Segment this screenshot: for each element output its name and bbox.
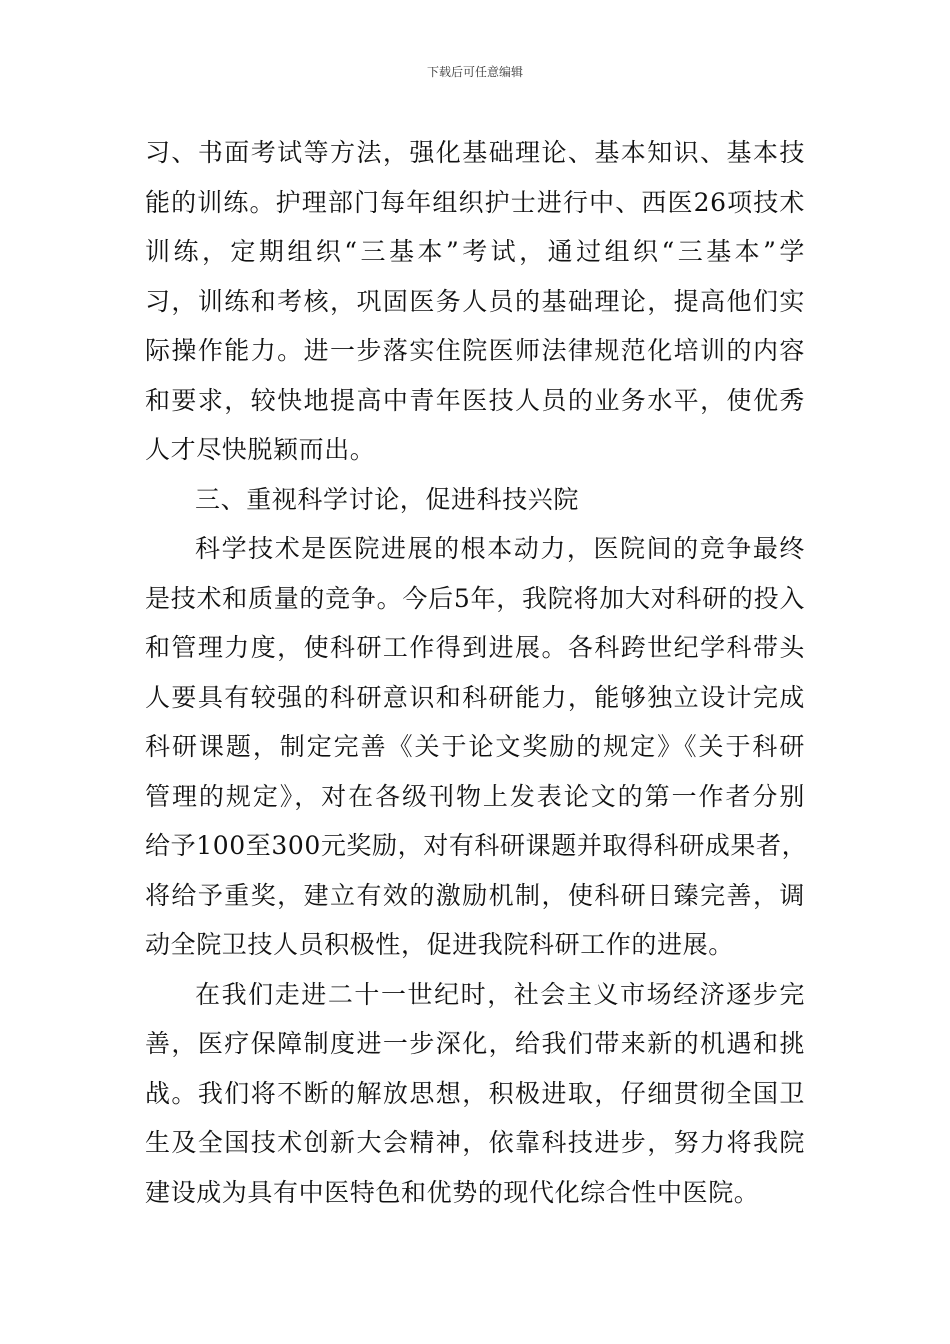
text-line: 人才尽快脱颖而出。 <box>145 435 376 464</box>
text-line: 科研课题，制定完善《关于论文奖励的规定》《关于科研 <box>145 732 805 761</box>
text-line: 人要具有较强的科研意识和科研能力，能够独立设计完成 <box>145 682 805 712</box>
text-line: 和管理力度，使科研工作得到进展。各科跨世纪学科带头 <box>145 633 805 662</box>
page-header: 下载后可任意编辑 <box>426 65 523 79</box>
text-line: 给予100至300元奖励，对有科研课题并取得科研成果者， <box>145 831 808 860</box>
text-line: 动全院卫技人员积极性，促进我院科研工作的进展。 <box>145 930 734 959</box>
text-line: 在我们走进二十一世纪时，社会主义市场经济逐步完 <box>195 979 805 1009</box>
text-line: 能的训练。护理部门每年组织护士进行中、西医26项技术 <box>145 187 805 217</box>
text-line: 是技术和质量的竞争。今后5年，我院将加大对科研的投入 <box>145 583 805 613</box>
section-heading: 三、重视科学讨论，促进科技兴院 <box>195 484 580 514</box>
text-line: 科学技术是医院进展的根本动力，医院间的竞争最终 <box>195 534 805 563</box>
body-text <box>145 128 808 1217</box>
text-line: 善，医疗保障制度进一步深化，给我们带来新的机遇和挑 <box>145 1029 805 1058</box>
text-line: 生及全国技术创新大会精神，依靠科技进步，努力将我院 <box>145 1128 805 1157</box>
text-line: 将给予重奖，建立有效的激励机制，使科研日臻完善，调 <box>145 880 805 910</box>
text-line: 习，训练和考核，巩固医务人员的基础理论，提高他们实 <box>145 286 805 316</box>
text-line: 战。我们将不断的解放思想，积极进取，仔细贯彻全国卫 <box>145 1078 805 1108</box>
text-line: 训练，定期组织“三基本”考试，通过组织“三基本”学 <box>145 237 805 266</box>
text-line: 习、书面考试等方法，强化基础理论、基本知识、基本技 <box>145 138 805 167</box>
text-line: 建设成为具有中医特色和优势的现代化综合性中医院。 <box>145 1177 760 1207</box>
text-line: 管理的规定》，对在各级刊物上发表论文的第一作者分别 <box>145 781 805 811</box>
text-line: 际操作能力。进一步落实住院医师法律规范化培训的内容 <box>145 336 805 365</box>
text-line: 和要求，较快地提高中青年医技人员的业务水平，使优秀 <box>145 385 805 415</box>
